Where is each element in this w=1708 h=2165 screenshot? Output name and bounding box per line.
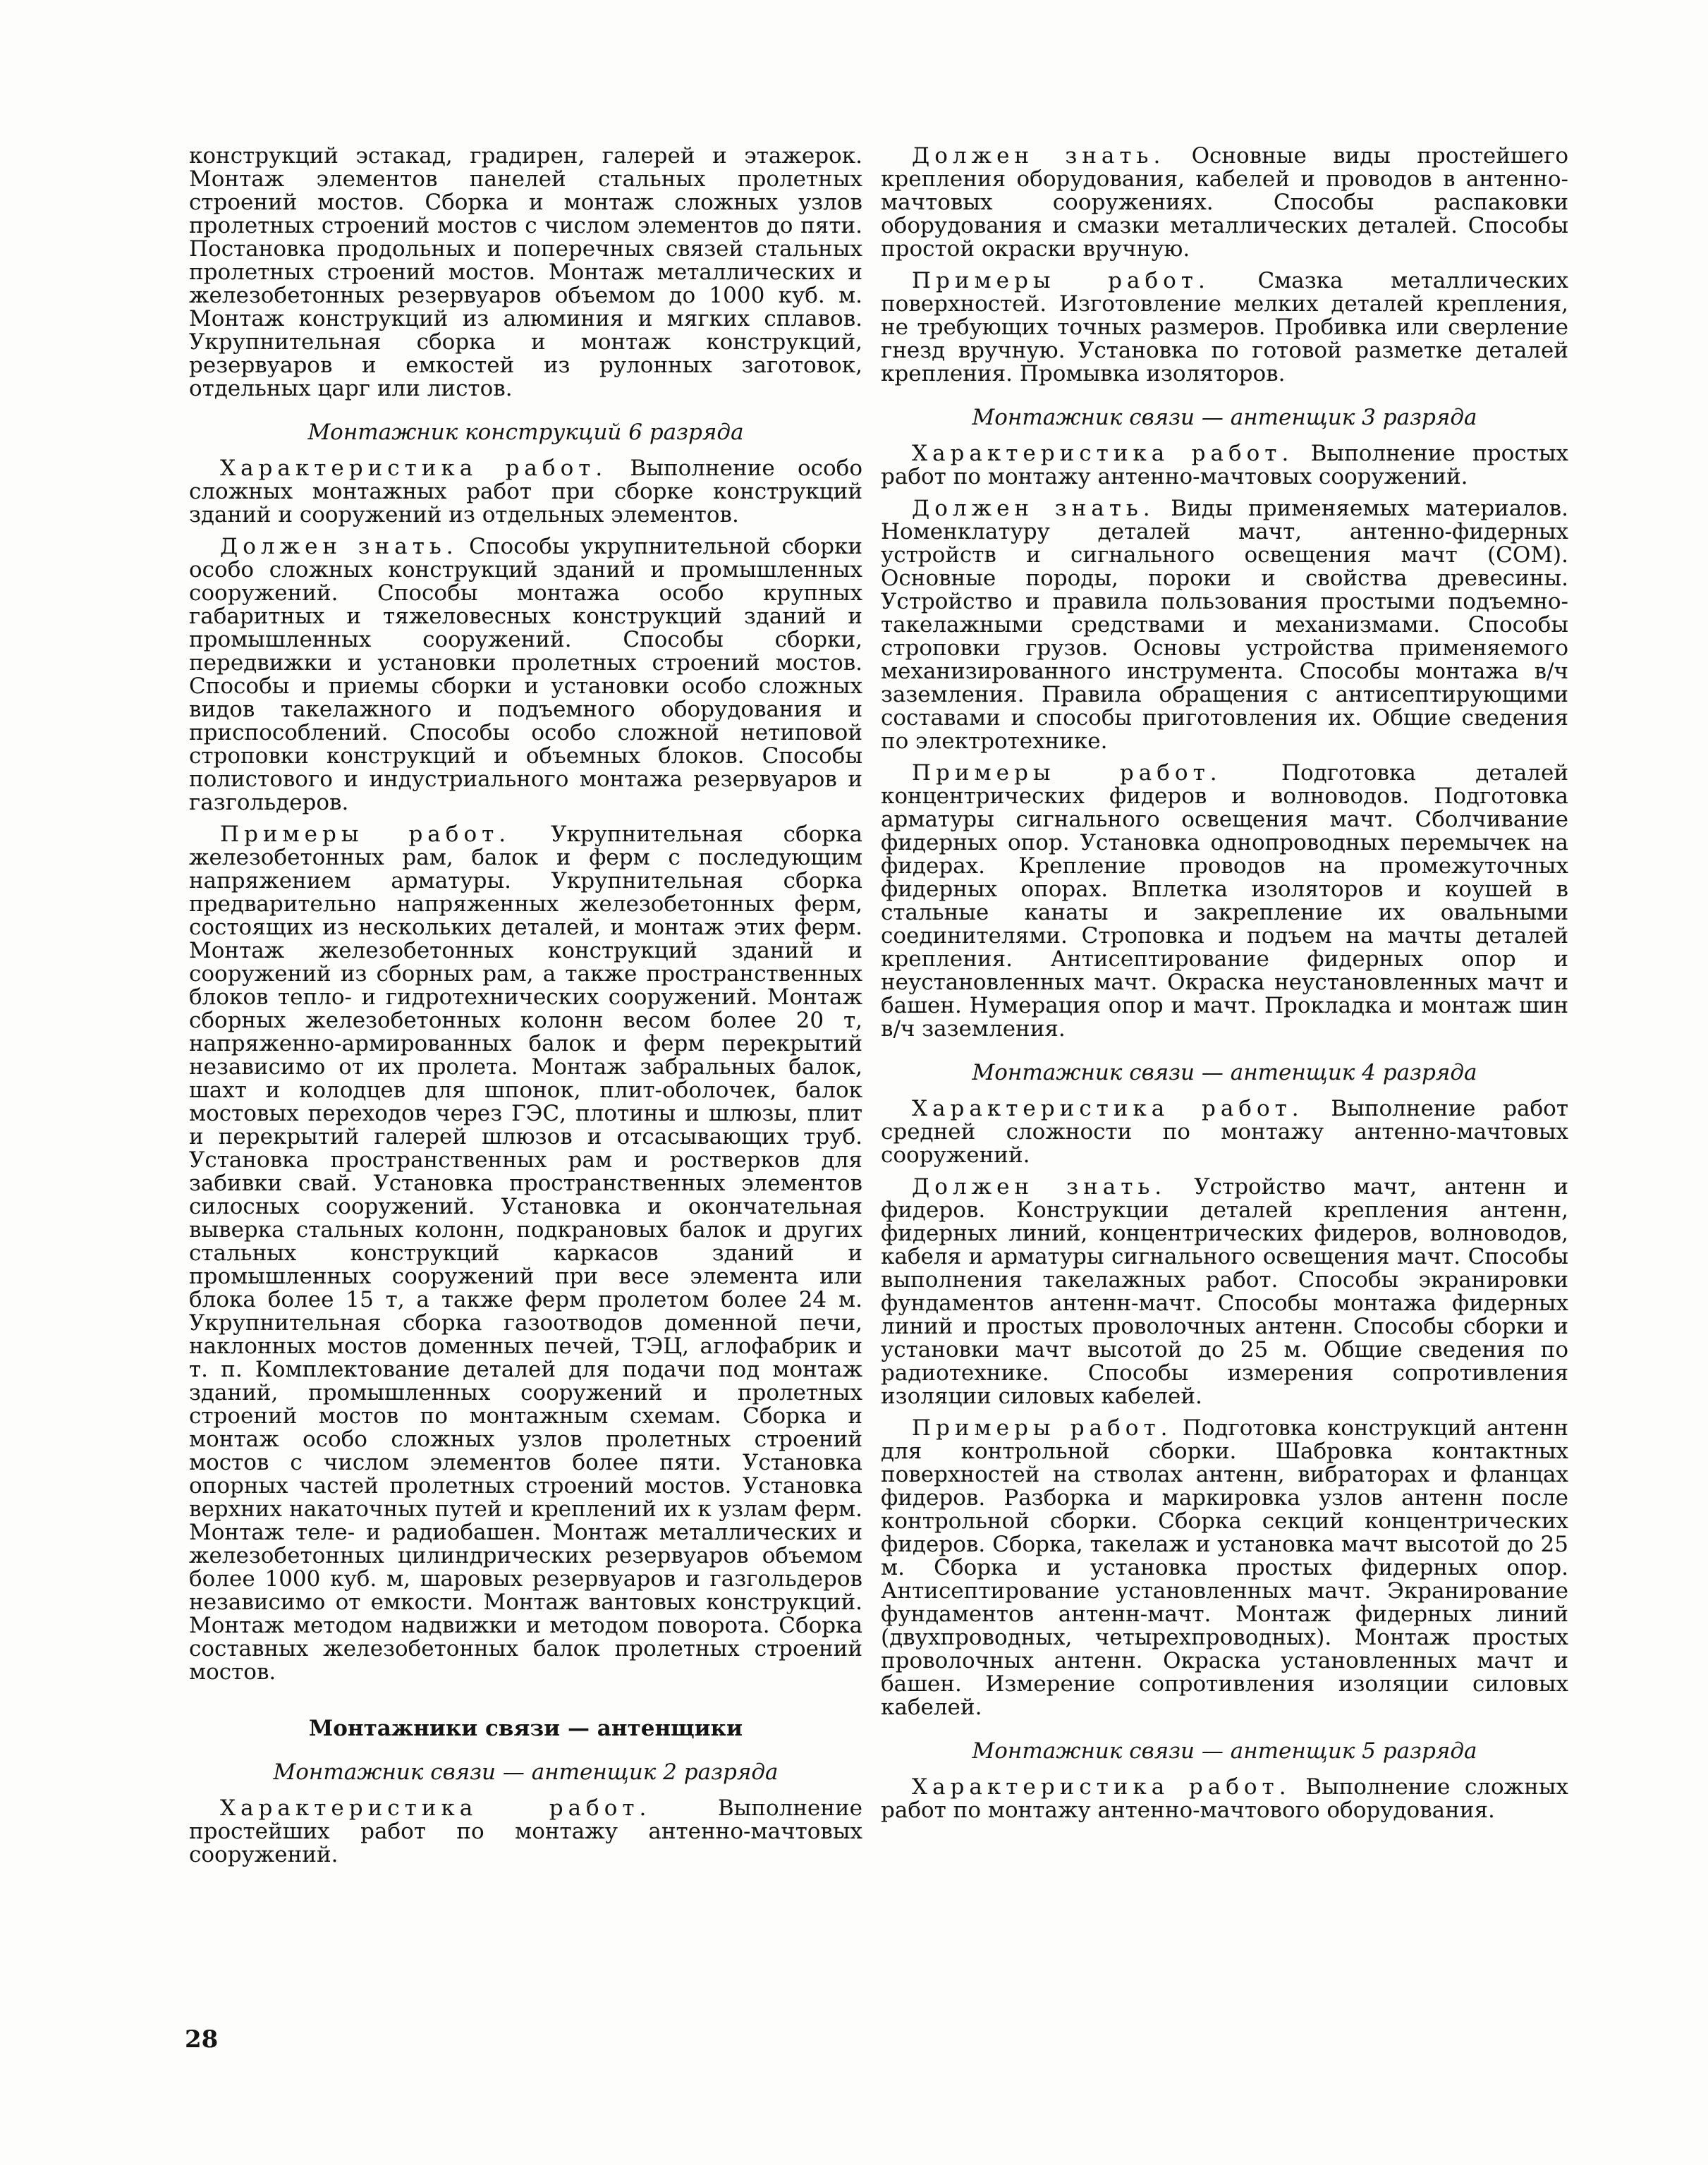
label-examples: Примеры работ. bbox=[912, 760, 1222, 786]
label-knowledge: Должен знать. bbox=[220, 534, 458, 559]
text-knowledge-3: Виды применяемых материалов. Номенклатуру деталей мачт, антенно-фидерных устройств и сигнального освещения мачт (СОМ). Основные породы, пороки и свойства древесины. Устройство и правила пользования простыми подъемно-такелажными средствами и механизмами. Способы строповки грузов. Основы устройства применяемого механизированного инструмента. Способы монтажа в/ч заземления. Правила обращения с антисептирующими составами и способы приготовления их. Общие сведения по электротехнике. bbox=[881, 496, 1568, 754]
paragraph-knowledge-2 bbox=[881, 145, 1568, 261]
label-examples: Примеры работ. bbox=[220, 822, 511, 847]
paragraph-examples-4 bbox=[881, 1417, 1568, 1719]
paragraph-characteristics-2 bbox=[189, 1797, 862, 1867]
heading-installer-6: Монтажник конструкций 6 разряда bbox=[307, 420, 744, 445]
paragraph-knowledge-4 bbox=[881, 1176, 1568, 1408]
label-knowledge: Должен знать. bbox=[912, 1174, 1167, 1200]
text-examples-4: Подготовка конструкций антенн для контрольной сборки. Шабровка контактных поверхностей на стволах антенн, вибраторах и фланцах фидеров. Разборка и маркировка узлов антенн после контрольной сборки. Сборка секций концентрических фидеров. Сборка, такелаж и установка мачт высотой до 25 м. Сборка и установка простых фидерных опор. Антисептирование установленных мачт. Экранирование фундаментов антенн-мачт. Монтаж фидерных линий (двухпроводных, четырехпроводных). Монтаж простых проволочных антенн. Окраска установленных мачт и башен. Измерение сопротивления изоляции силовых кабелей. bbox=[881, 1415, 1568, 1720]
paragraph-knowledge-6 bbox=[189, 535, 862, 815]
label-examples: Примеры работ. bbox=[912, 268, 1210, 293]
left-column bbox=[189, 145, 862, 1875]
text-characteristics-5: Выполнение сложных работ по монтажу антенно-мачтового оборудования. bbox=[881, 1774, 1569, 1823]
label-knowledge: Должен знать. bbox=[912, 143, 1166, 169]
paragraph-examples-2 bbox=[881, 269, 1568, 386]
paragraph-characteristics-4 bbox=[881, 1097, 1568, 1167]
label-characteristics: Характеристика работ. bbox=[912, 1096, 1304, 1121]
text-examples-3: Подготовка деталей концентрических фидеров и волноводов. Подготовка арматуры сигнального освещения мачт. Сболчивание фидерных опор. Установка однопроводных перемычек на фидерах. Крепление проводов на промежуточных фидерных опорах. Вплетка изоляторов и коушей в стальные канаты и закрепление их овальными соединителями. Строповка и подъем на мачты деталей крепления. Антисептирование фидерных опор и неустановленных мачт. Окраска неустановленных мачт и башен. Нумерация опор и мачт. Прокладка и монтаж шин в/ч заземления. bbox=[881, 760, 1569, 1042]
text-characteristics-6: Выполнение особо сложных монтажных работ при сборке конструкций зданий и сооружений из отдельных элементов. bbox=[189, 456, 862, 527]
paragraph-knowledge-3 bbox=[881, 497, 1568, 753]
paragraph-examples-3 bbox=[881, 762, 1568, 1041]
label-characteristics: Характеристика работ. bbox=[912, 441, 1294, 466]
text-knowledge-4: Устройство мачт, антенн и фидеров. Конструкции деталей крепления антенн, фидерных линий, концентрических фидеров, волноводов, кабеля и арматуры сигнального освещения мачт. Способы выполнения такелажных работ. Способы экранировки фундаментов антенн-мачт. Способы монтажа фидерных линий и простых проволочных антенн. Способы сборки и установки мачт высотой до 25 м. Общие сведения по радиотехнике. Способы измерения сопротивления изоляции силовых кабелей. bbox=[881, 1174, 1568, 1409]
heading-antenna-4: Монтажник связи — антенщик 4 разряда bbox=[972, 1060, 1477, 1085]
label-examples: Примеры работ. bbox=[912, 1415, 1173, 1441]
text-characteristics-3: Выполнение простых работ по монтажу антенно-мачтовых сооружений. bbox=[881, 441, 1568, 489]
paragraph-characteristics-5 bbox=[881, 1776, 1568, 1822]
label-characteristics: Характеристика работ. bbox=[912, 1774, 1291, 1800]
page-number: 28 bbox=[185, 2025, 219, 2054]
text-examples-6: Укрупнительная сборка железобетонных рам, балок и ферм с последующим напряжением арматуры. Укрупнительная сборка предварительно напряженных железобетонных ферм, состоящих из нескольких деталей, и монтаж этих ферм. Монтаж железобетонных конструкций зданий и сооружений из сборных рам, а также пространственных блоков тепло- и гидротехнических сооружений. Монтаж сборных железобетонных колонн весом более 20 т, напряженно-армированных балок и ферм перекрытий независимо от их пролета. Монтаж забральных балок, шахт и колодцев для шпонок, плит-оболочек, балок мостовых переходов через ГЭС, плотины и шлюзы, плит и перекрытий галерей шлюзов и отсасывающих труб. Установка пространственных рам и ростверков для забивки свай. Установка пространственных элементов силосных сооружений. Установка и окончательная выверка стальных колонн, подкрановых балок и других стальных конструкций каркасов зданий и промышленных сооружений при весе элемента или блока более 15 т, а также ферм пролетом более 24 м. Укрупнительная сборка газоотводов доменной печи, наклонных мостов доменных печей, ТЭЦ, аглофабрик и т. п. Комплектование деталей для подачи под монтаж зданий, промышленных сооружений и пролетных строений мостов по монтажным схемам. Сборка и монтаж особо сложных узлов пролетных строений мостов с числом элементов более пяти. Установка опорных частей пролетных строений мостов. Установка верхних накаточных путей и креплений их к узлам ферм. Монтаж теле- и радиобашен. Монтаж металлических и железобетонных цилиндрических резервуаров объемом более 1000 куб. м, шаровых резервуаров и газгольдеров независимо от емкости. Монтаж вантовых конструкций. Монтаж методом надвижки и методом поворота. Сборка составных железобетонных балок пролетных строений мостов. bbox=[189, 822, 863, 1685]
text-examples-2: Смазка металлических поверхностей. Изготовление мелких деталей крепления, не требующих точных размеров. Пробивка или сверление гнезд вручную. Установка по готовой разметке деталей крепления. Промывка изоляторов. bbox=[881, 268, 1569, 386]
heading-antenna-5: Монтажник связи — антенщик 5 разряда bbox=[972, 1738, 1477, 1764]
paragraph-continued: конструкций эстакад, градирен, галерей и этажерок. Монтаж элементов панелей стальных пролетных строений мостов. Сборка и монтаж сложных узлов пролетных строений мостов с числом элементов до пяти. Постановка продольных и поперечных связей стальных пролетных строений мостов. Монтаж металлических и железобетонных резервуаров объемом до 1000 куб. м. Монтаж конструкций из алюминия и мягких сплавов. Укрупнительная сборка и монтаж конструкций, резервуаров и емкостей из рулонных заготовок, отдельных царг или листов. bbox=[189, 143, 862, 401]
paragraph-characteristics-3 bbox=[881, 442, 1568, 489]
text-characteristics-2: Выполнение простейших работ по монтажу антенно-мачтовых сооружений. bbox=[189, 1795, 862, 1867]
text-characteristics-4: Выполнение работ средней сложности по монтажу антенно-мачтовых сооружений. bbox=[881, 1096, 1568, 1168]
text-knowledge-6: Способы укрупнительной сборки особо сложных конструкций зданий и промышленных сооружений. Способы монтажа особо крупных габаритных и тяжеловесных конструкций зданий и промышленных сооружений. Способы сборки, передвижки и установки пролетных строений мостов. Способы и приемы сборки и установки особо сложных видов такелажного и подъемного оборудования и приспособлений. Способы особо сложной нетиповой строповки конструкций и объемных блоков. Способы полистового и индустриального монтажа резервуаров и газгольдеров. bbox=[189, 534, 863, 815]
paragraph-examples-6 bbox=[189, 823, 862, 1684]
label-characteristics: Характеристика работ. bbox=[220, 1795, 652, 1821]
text-knowledge-2: Основные виды простейшего крепления оборудования, кабелей и проводов в антенно-мачтовых сооружениях. Способы распаковки оборудования и смазки металлических деталей. Способы простой окраски вручную. bbox=[881, 143, 1568, 262]
right-column bbox=[881, 145, 1568, 1831]
section-title-antenna-installers: Монтажники связи — антенщики bbox=[308, 1716, 743, 1741]
paragraph-characteristics-6 bbox=[189, 457, 862, 527]
heading-antenna-2: Монтажник связи — антенщик 2 разряда bbox=[273, 1760, 779, 1785]
heading-antenna-3: Монтажник связи — антенщик 3 разряда bbox=[972, 405, 1477, 430]
label-knowledge: Должен знать. bbox=[912, 496, 1155, 521]
label-characteristics: Характеристика работ. bbox=[220, 456, 608, 481]
